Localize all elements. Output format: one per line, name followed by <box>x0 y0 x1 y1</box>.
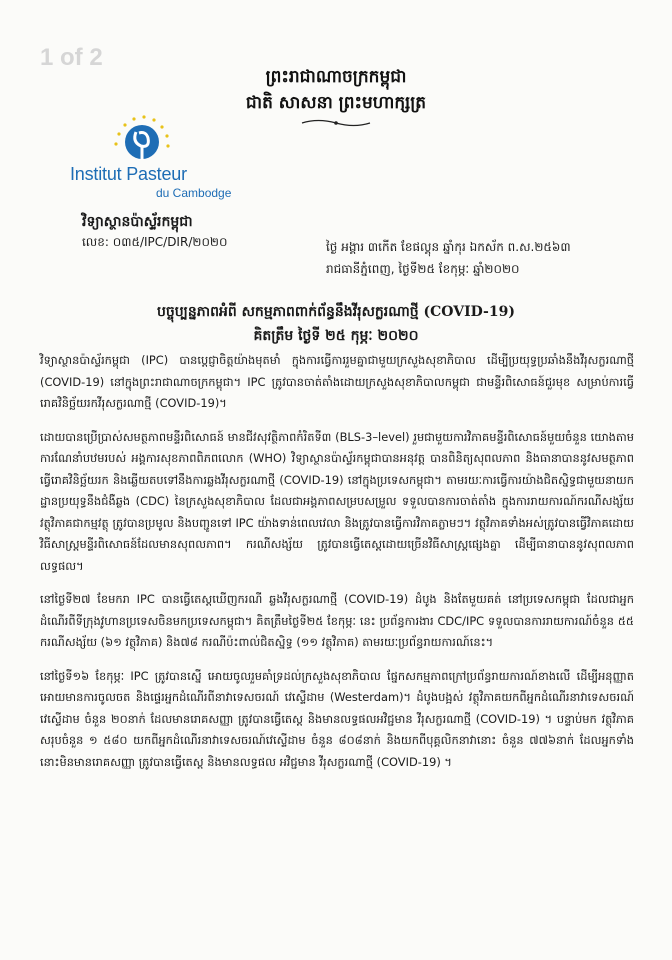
title-line-2: គិតត្រឹម ថ្ងៃទី ២៥ កុម្ភៈ ២០២០ <box>253 328 419 344</box>
kingdom-line-2: ជាតិ សាសនា ព្រះមហាក្សត្រ <box>245 93 427 113</box>
paragraph: វិទ្យាស្ថានប៉ាស្ទ័រកម្ពុជា (IPC) បានប្តេជ្ញាចិត្តយ៉ាងមុតមាំ ក្នុងការធ្វើការរួមគ្នាជាមួយក្រសួងសុខាភិបាល ដើម្បីប្រយុទ្ធប្រឆាំងនឹងវីរុសក្លរណាថ្មី (COVID-19) នៅក្នុងព្រះរាជាណាចក្រកម្ពុជា។ IPC ត្រូវបានចាត់តាំងដោយក្រសួងសុខាភិបាលកម្ពុជា ជាមន្ទីរពិសោធន៍ជួរមុខ សម្រាប់ការធ្វើរោគវិនិច្ឆ័យរកវីរុសក្លរណាថ្មី (COVID-19)។ <box>40 353 634 410</box>
paragraph: ដោយបានប្រើប្រាស់សមត្ថភាពមន្ទីរពិសោធន៍ មានជីវសុវត្ថិភាពកំរិតទី៣ (BLS-3–level) រួមជាមួយការវិភាគមន្ទីរពិសោធន៍មួយចំនួន យោងតាមការណែនាំបឋមរបស់ អង្គការសុខភាពពិភពលោក (WHO) វិទ្យាស្ថានប៉ាស្ទ័រកម្ពុជាបានអនុវត្ត បានពិនិត្យសុពលភាព និងធានាបាននូវសមត្ថភាពធ្វើរោគវិនិច្ឆ័យរក និងឆ្លើយតបទៅនឹងការឆ្លងវីរុសក្លរណាថ្មី (COVID-19) នៅក្នុងប្រទេសកម្ពុជា។ តាមរយៈការធ្វើការយ៉ាងជិតស្និទ្ធជាមួយនាយកដ្ឋានប្រយុទ្ធនឹងជំងឺឆ្លង (CDC) នៃក្រសួងសុខាភិបាល ដែលជាអង្គភាពសម្របសម្រួល ទទួលបានការចាត់តាំង ក្នុងការរាយការណ៍ករណីសង្ស័យ វត្ថុវិភាគជាកម្មវត្ថុ ត្រូវបានប្រមូល និងបញ្ជូនទៅ IPC យ៉ាងទាន់ពេលវេលា និងត្រូវបានធ្វើការវិភាគភ្លាមៗ។ វត្ថុវិភាគទាំងអស់ត្រូវបានធ្វើវិភាគដោយ វិធីសាស្ត្រមន្ទីរពិសោធន៍ដែលមានសុពលភាព។ ករណីសង្ស័យ ត្រូវបានធ្វើតេស្តដោយច្រើនវិធីសាស្ត្រផ្សេងគ្នា ដើម្បីធានាបាននូវសុពលភាពលទ្ធផល។ <box>40 429 634 573</box>
title-line-1: បច្ចុប្បន្នភាពអំពី សកម្មភាពពាក់ព័ន្ធនឹងវីរុសក្លរណាថ្មី (COVID-19) <box>157 304 515 320</box>
reference-number: លេខ: ០៣៥/IPC/DIR/២០២០ <box>82 235 228 249</box>
ornament-divider-icon <box>300 118 372 128</box>
paragraph: នៅថ្ងៃទី១៦ ខែកុម្ភៈ IPC ត្រូវបានស្នើ អោយចូលរួមគាំទ្រដល់ក្រសួងសុខាភិបាល ផ្នែកសកម្មភាពក្រៅប្រព័ន្ធរាយការណ៍ខាងលើ ដើម្បីអនុញ្ញាតអោយមានការចូលចត និងផ្ទេរអ្នកដំណើរពីនាវាទេសចរណ៍ វេស្ទើដាម (Westerdam)។ ដំបូងបង្អស់ វត្ថុវិភាគយកពីអ្នកដំណើរនាវាទេសចរណ៍វេស្ទើដាម ចំនួន ២០នាក់ ដែលមានរោគសញ្ញា ត្រូវបានធ្វើតេស្ត និងមានលទ្ធផលអវិជ្ជមាន វីរុសក្លរណាថ្មី (COVID-19) ។ បន្ទាប់មក វត្ថុវិភាគសរុបចំនួន ១ ៥៨០ យកពីអ្នកដំណើរនាវាទេសចរណ៍វេស្ទើដាម ចំនួន ៨០៨នាក់ និងយកពីបុគ្គលិកនាវានោះ ចំនួន ៧៧៦នាក់ ដែលអ្នកទាំងនោះមិនមានរោគសញ្ញា ត្រូវបានធ្វើតេស្ត និងមានលទ្ធផល អវិជ្ជមាន វីរុសក្លរណាថ្មី (COVID-19) ។ <box>40 668 634 769</box>
logo-wordmark: Institut Pasteur <box>70 164 187 184</box>
pasteur-emblem-icon <box>108 114 172 166</box>
page-indicator: 1 of 2 <box>40 44 103 71</box>
document-body <box>40 350 634 785</box>
kingdom-line-1: ព្រះរាជាណាចក្រកម្ពុជា <box>265 67 407 87</box>
lunar-date: ថ្ងៃ អង្គារ ៣កើត ខែផល្គុន ឆ្នាំកុរ ឯកស័ក ព.ស.២៥៦៣ <box>326 240 571 254</box>
document-title <box>60 300 612 348</box>
date-block <box>326 236 571 280</box>
institution-name: វិទ្យាស្ថានប៉ាស្ទ័រកម្ពុជា <box>82 214 193 230</box>
paragraph: នៅថ្ងៃទី២៧ ខែមករា IPC បានធ្វើតេស្តឃើញករណី ឆ្លងវីរុសក្លរណាថ្មី (COVID-19) ដំបូង និងតែមួយគត់ នៅប្រទេសកម្ពុជា ដែលជាអ្នកដំណើរពីទីក្រុងវូហានប្រទេសចិនមកប្រទេសកម្ពុជា។ គិតត្រឹមថ្ងៃទី២៥ ខែកុម្ភៈ នេះ ប្រព័ន្ធការងារ CDC/IPC ទទួលបានការរាយការណ៍ចំនួន ៥៥ ករណីសង្ស័យ (៦១ វត្ថុវិភាគ) និង៧៨ ករណីប៉ះពាល់ជិតស្និទ្ធ (១១ វត្ថុវិភាគ) តាមរយៈប្រព័ន្ធរាយការណ៍នេះ។ <box>40 592 634 649</box>
solar-date: រាជធានីភ្នំពេញ, ថ្ងៃទី២៥ ខែកុម្ភៈ ឆ្នាំ២០២០ <box>326 262 520 276</box>
logo-subtitle: du Cambodge <box>156 186 232 200</box>
institut-pasteur-logo <box>66 112 236 202</box>
